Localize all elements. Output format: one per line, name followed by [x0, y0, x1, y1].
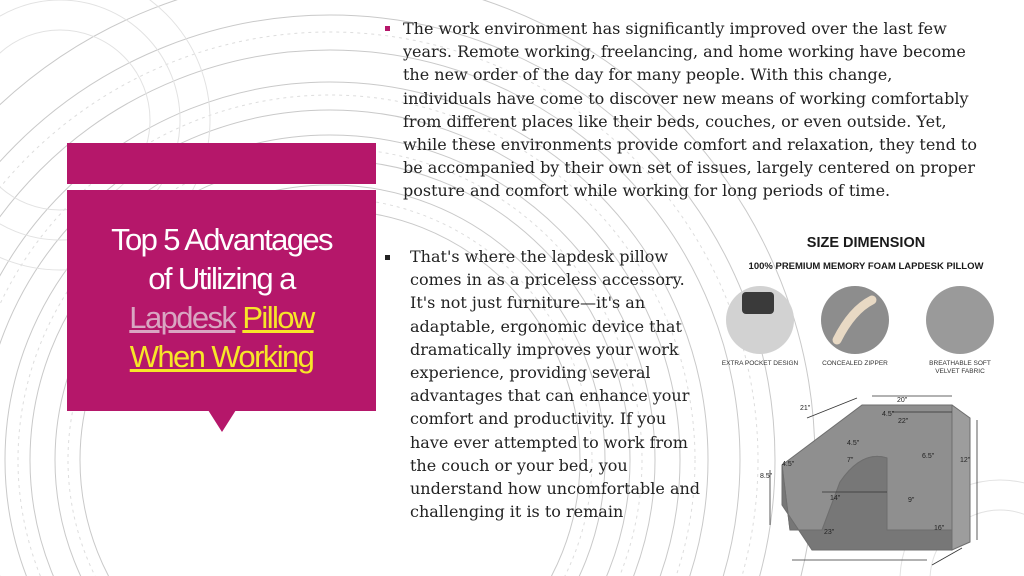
feature-pocket-label: EXTRA POCKET DESIGN — [721, 360, 799, 367]
accent-band — [67, 143, 376, 184]
bullet-icon — [385, 26, 390, 31]
paragraph-lapdesk: That's where the lapdesk pillow comes in as a priceless accessory. It's not just furniture—it's an adaptable, ergonomic device that dramatically improves your work experience, providing several advantages that can enhance your comfort and productivity. If you have ever attempted to work from the couch or your bed, you understand how uncomfortable and challenging it is to remain — [410, 247, 701, 522]
title-line-2: of Utilizing a — [148, 261, 295, 296]
title-box — [67, 190, 376, 411]
product-illustration — [712, 230, 1020, 576]
dim-label: 4.5" — [847, 440, 860, 447]
dim-label: 23" — [824, 529, 835, 536]
paragraph-intro: The work environment has significantly improved over the last few years. Remote working, freelancing, and home working have become the new order of the day for many people. With this change, individuals have come to discover new means of working comfortably from different places like their beds, couches, or even outside. Yet, while these environments provide comfort and relaxation, they tend to be accompanied by their own set of issues, largely centered on proper posture and comfort while working for long periods of time. — [403, 19, 977, 201]
dim-label: 8.5" — [760, 473, 773, 480]
title-line-3 — [67, 298, 376, 337]
dim-label: 14" — [830, 495, 841, 502]
pillow-link[interactable]: Pillow — [242, 300, 314, 335]
dim-label: 4.5" — [882, 411, 895, 418]
dim-label: 21" — [800, 405, 811, 412]
dim-label: 20" — [897, 397, 908, 404]
feature-zipper-label: CONCEALED ZIPPER — [822, 360, 888, 367]
dim-label: 16" — [934, 525, 945, 532]
bullet-icon — [385, 255, 390, 260]
title-line-1: Top 5 Advantages — [111, 222, 332, 257]
product-subheading: 100% PREMIUM MEMORY FOAM LAPDESK PILLOW — [748, 261, 984, 272]
fabric-photo-icon — [926, 286, 994, 354]
product-image — [712, 230, 1020, 576]
product-heading: SIZE DIMENSION — [806, 235, 926, 251]
title-pointer — [208, 410, 236, 432]
title-line-4 — [67, 337, 376, 376]
dim-label: 22" — [898, 418, 909, 425]
dim-label: 7" — [847, 457, 854, 464]
dim-label: 12" — [960, 457, 971, 464]
feature-fabric-label: BREATHABLE SOFT VELVET FABRIC — [929, 360, 991, 375]
dim-label: 6.5" — [922, 453, 935, 460]
zipper-photo-icon — [821, 286, 889, 354]
dim-label: 9" — [908, 497, 915, 504]
dim-label: 4.5" — [782, 461, 795, 468]
when-working-link[interactable]: When Working — [129, 339, 314, 374]
slide-title — [67, 220, 376, 376]
lapdesk-link[interactable]: Lapdesk — [129, 300, 236, 335]
